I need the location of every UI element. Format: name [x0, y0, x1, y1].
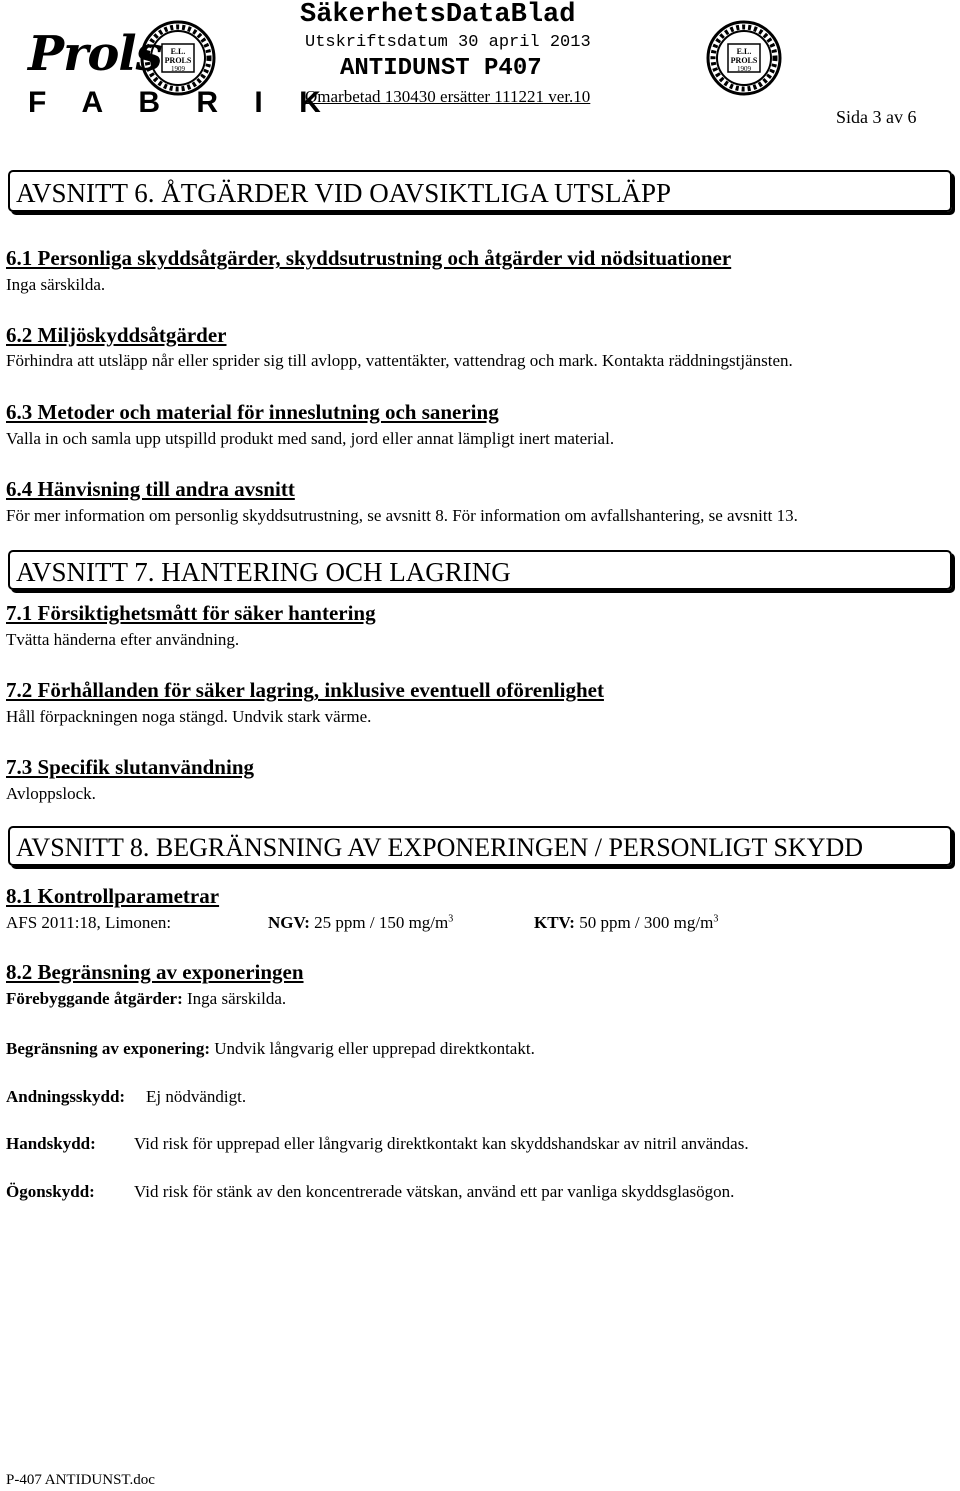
- ngv-value: 25 ppm / 150 mg/m: [314, 913, 449, 932]
- hand-protection-label: [6, 1135, 96, 1152]
- respiratory-protection-label: [6, 1088, 125, 1105]
- svg-text:E.L.: E.L.: [736, 47, 752, 56]
- exposure-limitation: [6, 1040, 535, 1057]
- respiratory-label: Andningsskydd:: [6, 1087, 126, 1106]
- svg-text:1909: 1909: [737, 65, 751, 73]
- company-logo: Prols: [28, 26, 162, 82]
- control-param-reference: AFS 2011:18, Limonen:: [6, 913, 172, 932]
- print-date: Utskriftsdatum 30 april 2013: [305, 33, 591, 52]
- subsection-7-1-text: Tvätta händerna efter användning.: [6, 630, 240, 649]
- subsection-6-4-text: För mer information om personlig skyddsutrustning, se avsnitt 8. För information om avfallshantering, se avsnitt 13.: [6, 506, 798, 525]
- subsection-6-3-title: 6.3 Metoder och material för inneslutning och sanering: [6, 400, 499, 424]
- ngv-limit: [268, 914, 453, 931]
- document-title: SäkerhetsDataBlad: [300, 0, 576, 30]
- hand-protection-value: Vid risk för upprepad eller långvarig direktkontakt kan skyddshandskar av nitril användas.: [134, 1134, 749, 1153]
- respiratory-protection-value: Ej nödvändigt.: [146, 1087, 247, 1106]
- subsection-8-2-title: 8.2 Begränsning av exponeringen: [6, 960, 304, 984]
- svg-text:PROLS: PROLS: [730, 56, 758, 65]
- eye-protection-value: Vid risk för stänk av den koncentrerade vätskan, använd ett par vanliga skyddsglasögon.: [134, 1182, 735, 1201]
- company-logo-subtitle: F A B R I K: [28, 86, 335, 119]
- section-6-title: AVSNITT 6. ÅTGÄRDER VID OAVSIKTLIGA UTSLÄPP: [16, 178, 672, 208]
- ngv-unit-exponent: 3: [448, 913, 454, 925]
- subsection-7-3-title: 7.3 Specifik slutanvändning: [6, 755, 255, 779]
- hand-label: Handskydd:: [6, 1134, 96, 1153]
- exposure-label: Begränsning av exponering:: [6, 1039, 211, 1058]
- section-7-title: AVSNITT 7. HANTERING OCH LAGRING: [16, 557, 511, 587]
- section-8-title: AVSNITT 8. BEGRÄNSNING AV EXPONERINGEN / PERSONLIGT SKYDD: [16, 833, 864, 862]
- seal-emblem-left: [140, 20, 216, 96]
- subsection-6-4-title: 6.4 Hänvisning till andra avsnitt: [6, 477, 295, 501]
- ktv-label: KTV:: [534, 913, 575, 932]
- svg-text:PROLS: PROLS: [164, 56, 192, 65]
- subsection-7-2-text: Håll förpackningen noga stängd. Undvik stark värme.: [6, 707, 372, 726]
- ktv-value: 50 ppm / 300 mg/m: [579, 913, 714, 932]
- preventive-value: Inga särskilda.: [187, 989, 287, 1008]
- product-name: ANTIDUNST P407: [340, 55, 542, 82]
- eye-label: Ögonskydd:: [6, 1182, 95, 1201]
- subsection-6-2-title: 6.2 Miljöskyddsåtgärder: [6, 323, 227, 347]
- exposure-value: Undvik långvarig eller upprepad direktkontakt.: [214, 1039, 535, 1058]
- ktv-unit-exponent: 3: [713, 913, 719, 925]
- svg-text:1909: 1909: [171, 65, 185, 73]
- subsection-6-2-text: Förhindra att utsläpp når eller sprider sig till avlopp, vattentäkter, vattendrag och mark. Kontakta räddningstjänsten.: [6, 351, 793, 370]
- svg-text:E.L.: E.L.: [170, 47, 186, 56]
- subsection-8-1-title: 8.1 Kontrollparametrar: [6, 884, 220, 908]
- subsection-7-3-text: Avloppslock.: [6, 784, 96, 803]
- subsection-7-1-title: 7.1 Försiktighetsmått för säker hantering: [6, 601, 376, 625]
- eye-protection-label: [6, 1183, 95, 1200]
- revision-info: Omarbetad 130430 ersätter 111221 ver.10: [305, 87, 591, 106]
- preventive-measures: [6, 990, 286, 1007]
- page-number: Sida 3 av 6: [836, 107, 917, 127]
- preventive-label: Förebyggande åtgärder:: [6, 989, 183, 1008]
- ktv-limit: [534, 914, 718, 931]
- footer-filename: P-407 ANTIDUNST.doc: [6, 1472, 155, 1488]
- subsection-6-1-title: 6.1 Personliga skyddsåtgärder, skyddsutrustning och åtgärder vid nödsituationer: [6, 246, 732, 270]
- subsection-6-1-text: Inga särskilda.: [6, 275, 106, 294]
- subsection-7-2-title: 7.2 Förhållanden för säker lagring, inklusive eventuell oförenlighet: [6, 678, 604, 702]
- subsection-6-3-text: Valla in och samla upp utspilld produkt med sand, jord eller annat lämpligt inert material.: [6, 429, 615, 448]
- ngv-label: NGV:: [268, 913, 310, 932]
- seal-emblem-right: [706, 20, 782, 96]
